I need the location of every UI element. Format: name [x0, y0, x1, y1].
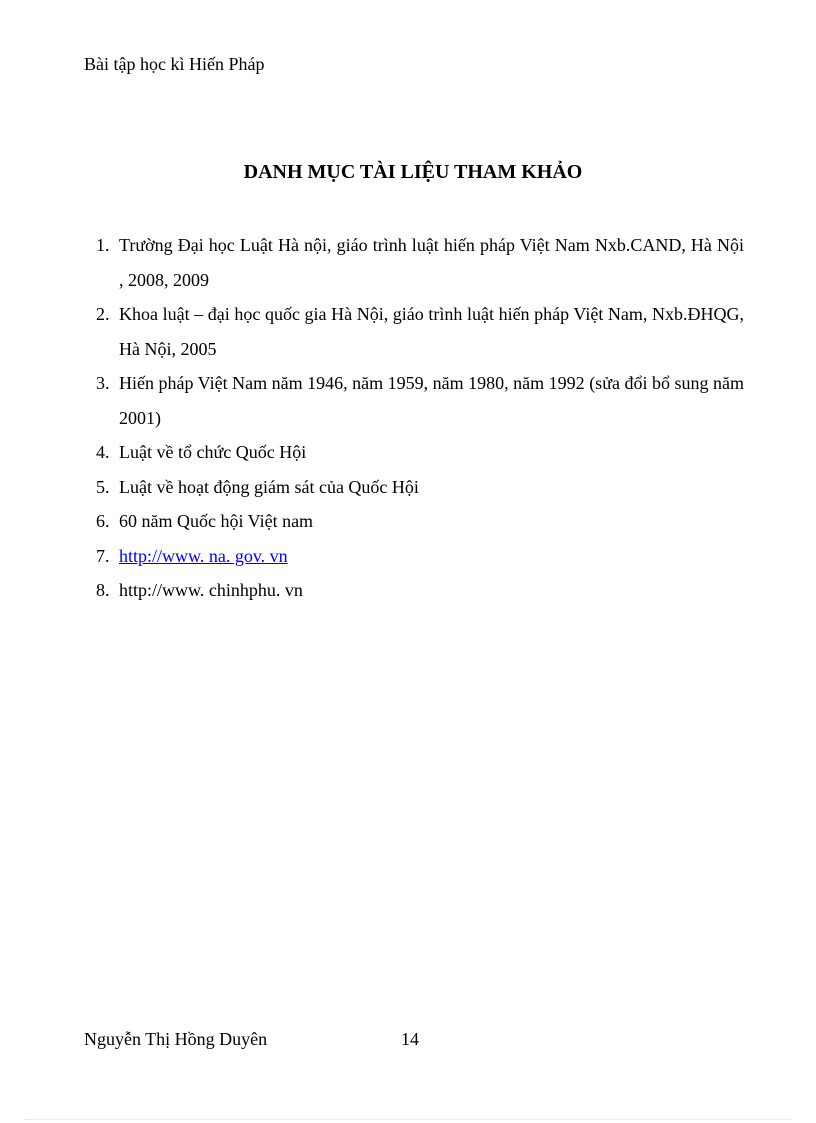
reference-link[interactable]: http://www. na. gov. vn: [119, 545, 288, 566]
reference-text: Khoa luật – đại học quốc gia Hà Nội, giáo trình luật hiến pháp Việt Nam, Nxb.ĐHQG, Hà Nội, 2005: [119, 304, 744, 359]
page-title: DANH MỤC TÀI LIỆU THAM KHẢO: [243, 161, 583, 183]
footer-page-number: 14: [401, 1029, 419, 1049]
reference-list: [96, 228, 744, 608]
reference-text: Trường Đại học Luật Hà nội, giáo trình luật hiến pháp Việt Nam Nxb.CAND, Hà Nội , 2008, 2009: [119, 235, 744, 290]
reference-number: 8.: [96, 580, 110, 600]
reference-item: [96, 470, 744, 505]
page-edge-divider: [24, 1119, 792, 1120]
reference-item: [96, 297, 744, 366]
reference-text: 60 năm Quốc hội Việt nam: [119, 511, 314, 531]
reference-number: 7.: [96, 545, 110, 566]
reference-item: [96, 435, 744, 470]
reference-text: Luật về tổ chức Quốc Hội: [119, 442, 307, 462]
reference-number: 3.: [96, 373, 110, 393]
reference-number: 4.: [96, 442, 110, 462]
running-header: Bài tập học kì Hiến Pháp: [84, 54, 265, 74]
reference-number: 2.: [96, 304, 110, 324]
reference-item: [96, 228, 744, 297]
reference-text: Hiến pháp Việt Nam năm 1946, năm 1959, năm 1980, năm 1992 (sửa đổi bổ sung năm 2001): [119, 373, 744, 428]
reference-number: 6.: [96, 511, 110, 531]
reference-item: [96, 573, 744, 608]
reference-item: [96, 366, 744, 435]
footer-author: Nguyễn Thị Hồng Duyên: [84, 1029, 268, 1049]
reference-text: http://www. chinhphu. vn: [119, 580, 303, 600]
reference-text: Luật về hoạt động giám sát của Quốc Hội: [119, 476, 419, 497]
reference-item: [96, 539, 744, 574]
reference-number: 1.: [96, 235, 110, 255]
reference-number: 5.: [96, 476, 110, 497]
reference-item: [96, 504, 744, 539]
